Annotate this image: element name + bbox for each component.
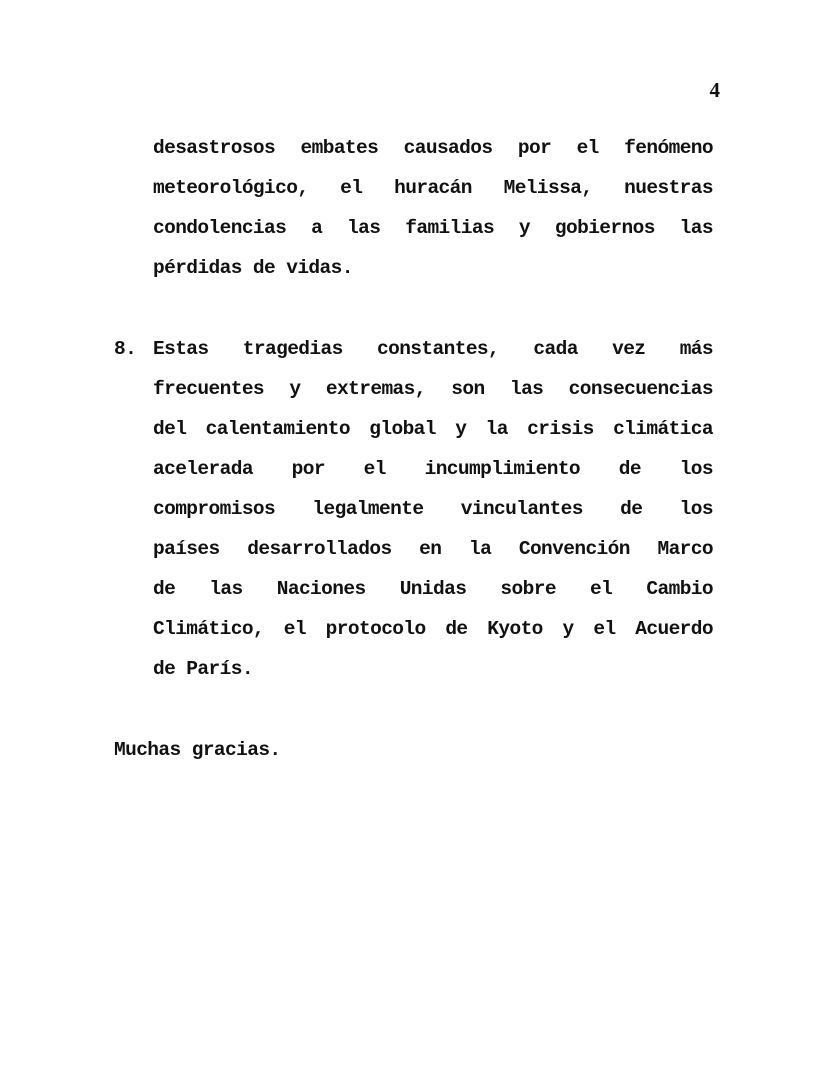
paragraph-line: Estas tragedias constantes, cada vez más <box>153 338 713 360</box>
item-number: 8. <box>114 338 137 360</box>
paragraph-line: países desarrollados en la Convención Marco <box>153 538 713 560</box>
paragraph-line: pérdidas de vidas. <box>153 257 353 279</box>
paragraph-line: meteorológico, el huracán Melissa, nuestras <box>153 177 713 199</box>
paragraph-line: frecuentes y extremas, son las consecuencias <box>153 378 713 400</box>
paragraph-line: de las Naciones Unidas sobre el Cambio <box>153 578 713 600</box>
paragraph-line: compromisos legalmente vinculantes de los <box>153 498 713 520</box>
closing-line: Muchas gracias. <box>114 739 281 761</box>
page-number: 4 <box>709 78 720 102</box>
paragraph-line: Climático, el protocolo de Kyoto y el Acuerdo <box>153 618 713 640</box>
paragraph-line: condolencias a las familias y gobiernos las <box>153 217 713 239</box>
paragraph-line: de París. <box>153 658 253 680</box>
paragraph-line: acelerada por el incumplimiento de los <box>153 458 713 480</box>
paragraph-line: desastrosos embates causados por el fenómeno <box>153 137 713 159</box>
paragraph-line: del calentamiento global y la crisis climática <box>153 418 713 440</box>
